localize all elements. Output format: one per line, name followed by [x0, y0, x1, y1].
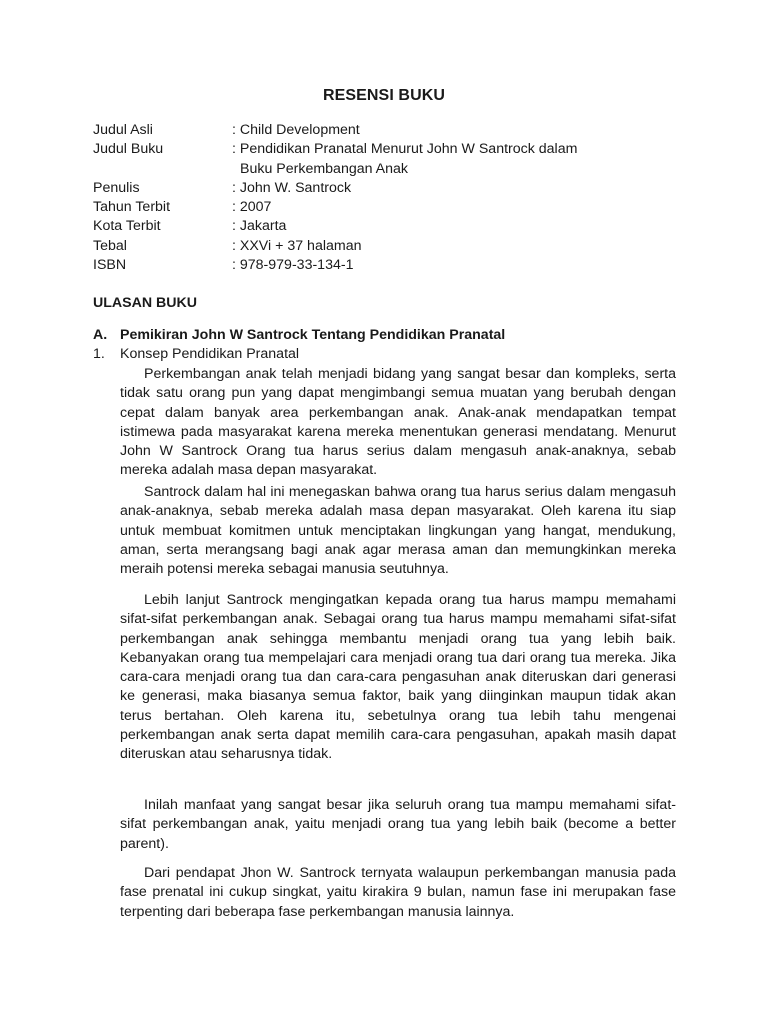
list-marker: 1.: [93, 346, 105, 362]
document-title: RESENSI BUKU: [322, 87, 446, 104]
paragraph: [120, 796, 676, 854]
paragraph-text: Perkembangan anak telah menjadi bidang yang sangat besar dan kompleks, serta tidak satu orang pun yang dapat mengimbangi semua muatan yang berubah dengan cepat dalam banyak area perkembangan anak. Anak-anak mendapatkan tempat istimewa pada masyarakat karena mereka menentukan generasi mendatang. Menurut John W Santrock Orang tua harus serius dalam mengasuh anak-anaknya, sebab mereka adalah masa depan masyarakat.: [120, 366, 676, 479]
paragraph-text: Lebih lanjut Santrock mengingatkan kepada orang tua harus mampu memahami sifat-sifat perkembangan anak. Sebagai orang tua harus mampu memahami sifat-sifat perkembangan anak sehingga membantu menjadi orang tua yang lebih baik. Kebanyakan orang tua mempelajari cara menjadi orang tua dari orang tua mereka. Jika cara-cara menjadi orang tua dan cara-cara pengasuhan anak diteruskan dari generasi ke generasi, maka biasanya semua faktor, baik yang diinginkan maupun tidak akan terus bertahan. Oleh karena itu, sebetulnya orang tua lebih tahu mengenai perkembangan anak serta dapat memilih cara-cara pengasuhan, apakah masih dapat diteruskan atau seharusnya tidak.: [120, 592, 676, 763]
metadata-row-judul-buku: [93, 140, 672, 159]
paragraph-text: Inilah manfaat yang sangat besar jika seluruh orang tua mampu memahami sifat-sifat perkembangan anak, yaitu menjadi orang tua yang lebih baik (become a better parent).: [120, 797, 676, 852]
paragraph: [120, 864, 676, 922]
metadata-row-tebal: [93, 237, 672, 256]
metadata-value-continuation: Buku Perkembangan Anak: [240, 160, 408, 177]
metadata-label: Tebal: [93, 237, 127, 254]
paragraph-text: Dari pendapat Jhon W. Santrock ternyata walaupun perkembangan manusia pada fase prenatal ini cukup singkat, yaitu kirakira 9 bulan, namun fase ini merupakan fase terpenting dari beberapa fase perkembangan manusia lainnya.: [120, 865, 676, 920]
metadata-label: Judul Asli: [93, 122, 153, 138]
metadata-label: Judul Buku: [93, 141, 164, 158]
section-heading: ULASAN BUKU: [93, 295, 198, 311]
metadata-row-isbn: [93, 256, 672, 275]
metadata-row-judul-asli: [93, 121, 672, 140]
metadata-value: : Pendidikan Pranatal Menurut John W Santrock dalam: [232, 141, 578, 158]
metadata-value: : John W. Santrock: [232, 179, 352, 196]
numbered-heading: [93, 346, 299, 362]
metadata-value: : 978-979-33-134-1: [232, 257, 354, 274]
metadata-row-tahun-terbit: [93, 198, 672, 217]
numbered-heading-text: Konsep Pendidikan Pranatal: [120, 346, 300, 362]
subsection-heading-text: Pemikiran John W Santrock Tentang Pendidikan Pranatal: [120, 327, 506, 343]
metadata-label: ISBN: [93, 257, 127, 274]
metadata-row-kota-terbit: [93, 217, 672, 236]
metadata-value: : Child Development: [232, 122, 360, 138]
paragraph: [120, 365, 676, 481]
metadata-value: : Jakarta: [232, 218, 287, 235]
paragraph: [120, 591, 676, 765]
subsection-heading: [93, 327, 505, 343]
metadata-value: : XXVi + 37 halaman: [232, 237, 362, 254]
paragraph: [120, 483, 676, 579]
metadata-label: Kota Terbit: [93, 218, 161, 235]
metadata-label: Penulis: [93, 179, 140, 196]
metadata-row-penulis: [93, 179, 672, 198]
list-marker: A.: [93, 327, 108, 343]
metadata-value: : 2007: [232, 199, 272, 216]
metadata-label: Tahun Terbit: [93, 199, 171, 216]
paragraph-text: Santrock dalam hal ini menegaskan bahwa orang tua harus serius dalam mengasuh anak-anaknya, sebab mereka adalah masa depan masyarakat. Oleh karena itu siap untuk membuat komitmen untuk menciptakan lingkungan yang hangat, mendukung, aman, serta merangsang bagi anak agar merasa aman dan memungkinkan mereka meraih potensi mereka sebagai manusia seutuhnya.: [120, 484, 676, 578]
book-metadata: [93, 121, 672, 275]
